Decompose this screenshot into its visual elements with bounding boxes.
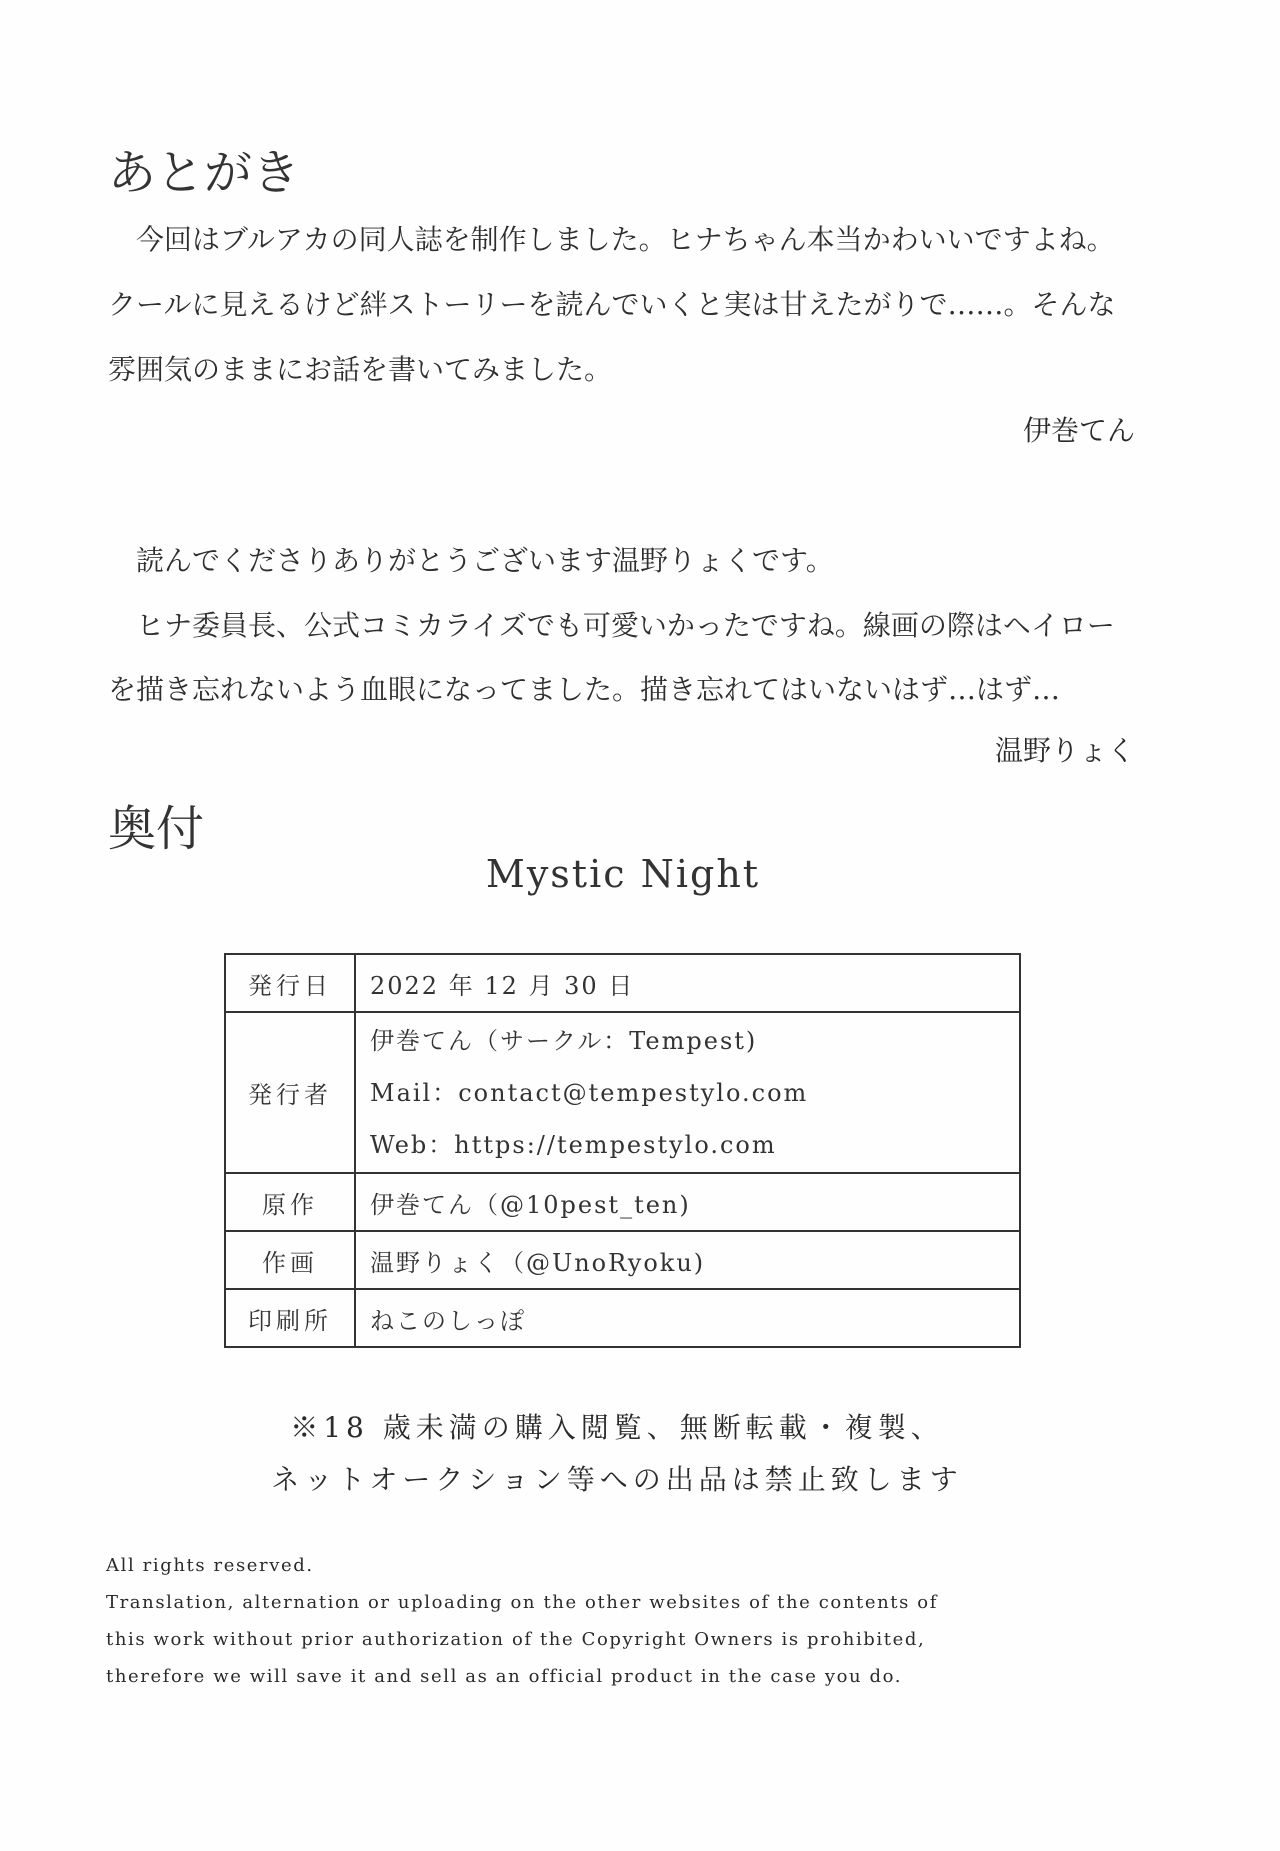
afterword-line: を描き忘れないよう血眼になってました。描き忘れてはいないはず…はず… [108,673,1061,706]
signature: 伊巻てん [1022,414,1135,447]
table-row [225,1231,1020,1289]
table-row [225,1012,1020,1173]
publisher-mail: Mail：contact@tempestylo.com [370,1078,809,1107]
table-row [225,1289,1020,1347]
row-label: 発行者 [225,1012,355,1173]
signature: 温野りょく [994,734,1135,767]
row-value [355,1012,1020,1173]
notice-line: ネットオークション等への出品は禁止致します [271,1463,963,1496]
afterword-line: 読んでくださりありがとうございます温野りょくです。 [108,544,834,577]
row-label: 原作 [225,1173,355,1231]
copyright-line: Translation, alternation or uploading on the other websites of the contents of [106,1592,939,1613]
row-value: 2022 年 12 月 30 日 [355,954,1020,1012]
row-label: 作画 [225,1231,355,1289]
row-value: 温野りょく（@UnoRyoku) [355,1231,1020,1289]
copyright-line: All rights reserved. [106,1555,314,1576]
row-value: 伊巻てん（@10pest_ten) [355,1173,1020,1231]
afterword-line: ヒナ委員長、公式コミカライズでも可愛いかったですね。線画の際はヘイロー [108,609,1115,642]
notice-line: ※18 歳未満の購入閲覧、無断転載・複製、 [290,1411,944,1444]
publisher-web: Web：https://tempestylo.com [370,1130,777,1159]
colophon-table [224,953,1021,1348]
afterword-heading: あとがき [108,145,301,201]
row-value: ねこのしっぽ [355,1289,1020,1347]
table-row [225,1173,1020,1231]
afterword-line: 雰囲気のままにお話を書いてみました。 [108,353,613,386]
afterword-line: 今回はブルアカの同人誌を制作しました。ヒナちゃん本当かわいいですよね。 [108,223,1115,256]
copyright-line: this work without prior authorization of the Copyright Owners is prohibited, [106,1629,926,1650]
row-label: 発行日 [225,954,355,1012]
publisher-name: 伊巻てん（サークル：Tempest) [370,1026,758,1055]
colophon-heading: 奥付 [108,801,205,857]
afterword-line: クールに見えるけど絆ストーリーを読んでいくと実は甘えたがりで……。そんな [108,288,1116,321]
table-row [225,954,1020,1012]
row-label: 印刷所 [225,1289,355,1347]
copyright-line: therefore we will save it and sell as an official product in the case you do. [106,1666,903,1687]
book-title: Mystic Night [485,852,761,896]
